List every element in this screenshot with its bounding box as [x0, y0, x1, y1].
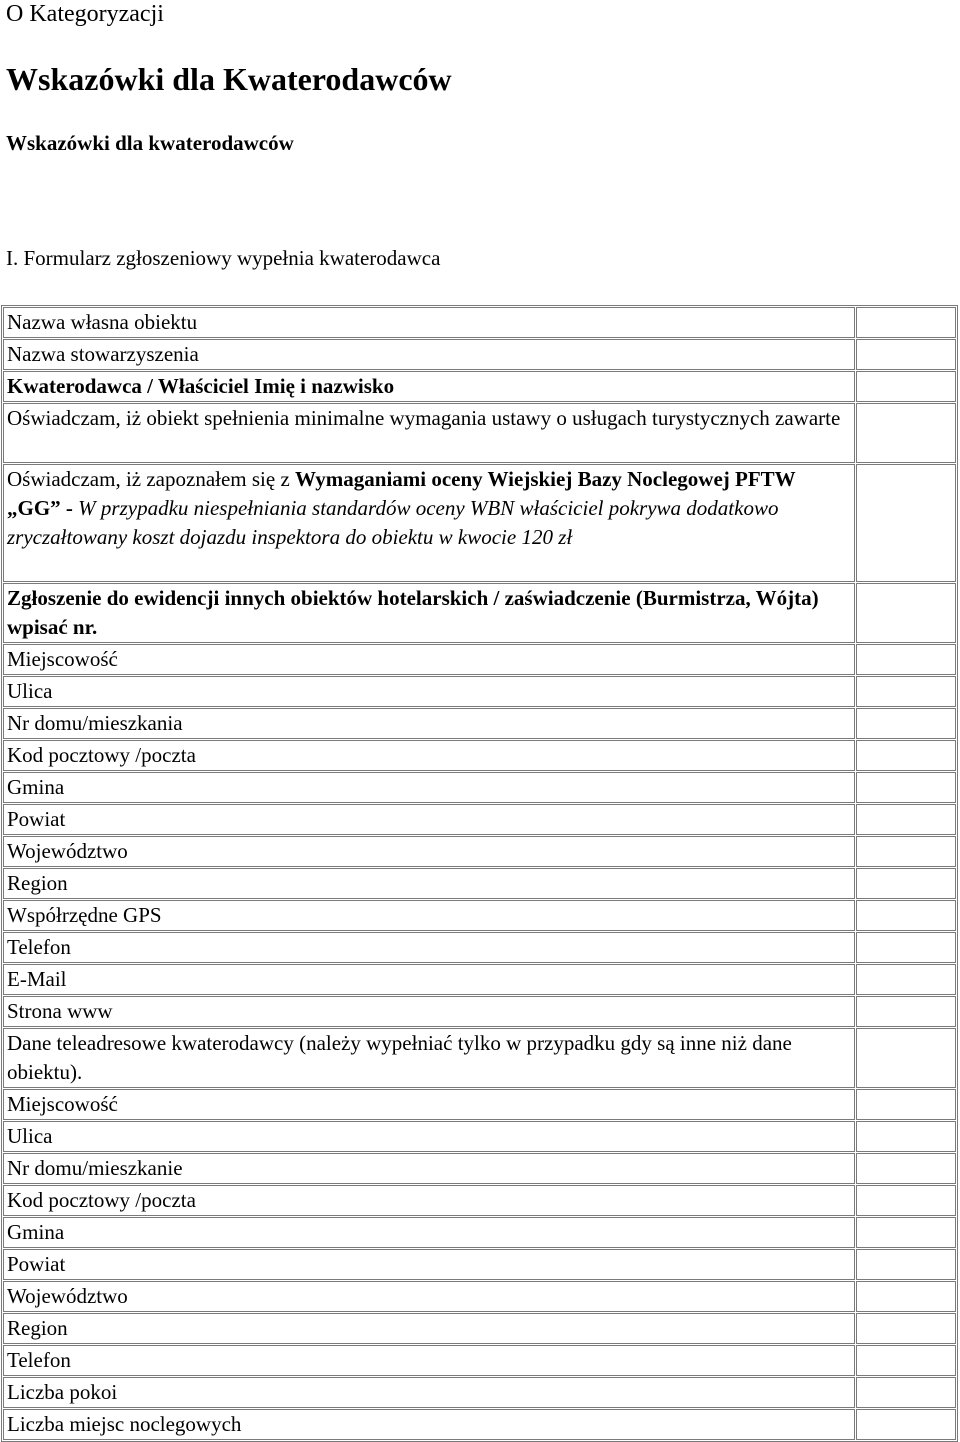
row-label-owner-street: Ulica [3, 1121, 855, 1152]
row-label-owner-phone: Telefon [3, 1345, 855, 1376]
row-label-declaration-minimum: Oświadczam, iż obiekt spełnienia minimalne wymagania ustawy o usługach turystycznych zawarte [3, 403, 855, 463]
city-field[interactable] [856, 644, 956, 675]
table-row [3, 464, 956, 582]
declaration-prefix: Oświadczam, iż zapoznałem się z [7, 467, 290, 491]
gps-field[interactable] [856, 900, 956, 931]
owner-contact-field[interactable] [856, 1028, 956, 1088]
section-title: O Kategoryzacji [6, 1, 164, 27]
row-label-city: Miejscowość [3, 644, 855, 675]
form-heading: I. Formularz zgłoszeniowy wypełnia kwaterodawca [6, 246, 441, 270]
table-row [3, 307, 956, 338]
row-label-house-number: Nr domu/mieszkania [3, 708, 855, 739]
row-label-gps: Współrzędne GPS [3, 900, 855, 931]
rooms-count-field[interactable] [856, 1377, 956, 1408]
owner-county-field[interactable] [856, 1249, 956, 1280]
table-row [3, 583, 956, 643]
table-row [3, 1153, 956, 1184]
table-row [3, 868, 956, 899]
row-label-phone: Telefon [3, 932, 855, 963]
row-label-owner-commune: Gmina [3, 1217, 855, 1248]
row-label-rooms-count: Liczba pokoi [3, 1377, 855, 1408]
property-name-field[interactable] [856, 307, 956, 338]
row-label-owner-region: Region [3, 1313, 855, 1344]
declaration-bold: Wymaganiami oceny Wiejskiej Bazy Noclegowej PFTW „GG” - [7, 467, 796, 520]
postal-code-field[interactable] [856, 740, 956, 771]
website-field[interactable] [856, 996, 956, 1027]
row-label-property-name: Nazwa własna obiektu [3, 307, 855, 338]
table-row [3, 1345, 956, 1376]
owner-house-number-field[interactable] [856, 1153, 956, 1184]
declaration-minimum-field[interactable] [856, 403, 956, 463]
beds-count-field[interactable] [856, 1409, 956, 1440]
table-row [3, 708, 956, 739]
table-row [3, 1377, 956, 1408]
table-row [3, 740, 956, 771]
row-label-voivodeship: Województwo [3, 836, 855, 867]
table-row [3, 403, 956, 463]
table-row [3, 1249, 956, 1280]
row-label-postal-code: Kod pocztowy /poczta [3, 740, 855, 771]
table-row [3, 371, 956, 402]
table-row [3, 932, 956, 963]
row-label-owner-contact: Dane teleadresowe kwaterodawcy (należy wypełniać tylko w przypadku gdy są inne niż dane obiektu). [3, 1028, 855, 1088]
table-row [3, 339, 956, 370]
table-row [3, 804, 956, 835]
table-row [3, 1313, 956, 1344]
owner-phone-field[interactable] [856, 1345, 956, 1376]
table-row [3, 964, 956, 995]
row-label-association: Nazwa stowarzyszenia [3, 339, 855, 370]
row-label-declaration-requirements [3, 464, 855, 582]
row-label-email: E-Mail [3, 964, 855, 995]
table-row [3, 772, 956, 803]
county-field[interactable] [856, 804, 956, 835]
row-label-registration-number: Zgłoszenie do ewidencji innych obiektów hotelarskich / zaświadczenie (Burmistrza, Wójta) wpisać nr. [3, 583, 855, 643]
street-field[interactable] [856, 676, 956, 707]
table-row [3, 1028, 956, 1088]
association-field[interactable] [856, 339, 956, 370]
table-row [3, 1281, 956, 1312]
row-label-owner: Kwaterodawca / Właściciel Imię i nazwisko [3, 371, 855, 402]
table-row [3, 900, 956, 931]
declaration-requirements-field[interactable] [856, 464, 956, 582]
subtitle: Wskazówki dla kwaterodawców [6, 131, 294, 155]
row-label-owner-voivodeship: Województwo [3, 1281, 855, 1312]
owner-region-field[interactable] [856, 1313, 956, 1344]
owner-postal-code-field[interactable] [856, 1185, 956, 1216]
table-row [3, 676, 956, 707]
row-label-owner-county: Powiat [3, 1249, 855, 1280]
declaration-italic: W przypadku niespełniania standardów oceny WBN właściciel pokrywa dodatkowo zryczałtowany koszt dojazdu inspektora do obiektu w kwocie 120 zł [7, 496, 779, 549]
row-label-owner-house-number: Nr domu/mieszkanie [3, 1153, 855, 1184]
commune-field[interactable] [856, 772, 956, 803]
row-label-website: Strona www [3, 996, 855, 1027]
table-row [3, 836, 956, 867]
owner-commune-field[interactable] [856, 1217, 956, 1248]
owner-street-field[interactable] [856, 1121, 956, 1152]
row-label-region: Region [3, 868, 855, 899]
owner-name-field[interactable] [856, 371, 956, 402]
table-row [3, 644, 956, 675]
table-row [3, 1121, 956, 1152]
table-row [3, 1217, 956, 1248]
voivodeship-field[interactable] [856, 836, 956, 867]
row-label-beds-count: Liczba miejsc noclegowych [3, 1409, 855, 1440]
phone-field[interactable] [856, 932, 956, 963]
table-row [3, 1185, 956, 1216]
house-number-field[interactable] [856, 708, 956, 739]
table-row [3, 996, 956, 1027]
row-label-street: Ulica [3, 676, 855, 707]
row-label-commune: Gmina [3, 772, 855, 803]
owner-city-field[interactable] [856, 1089, 956, 1120]
row-label-owner-city: Miejscowość [3, 1089, 855, 1120]
table-row [3, 1409, 956, 1440]
row-label-county: Powiat [3, 804, 855, 835]
table-row [3, 1089, 956, 1120]
registration-number-field[interactable] [856, 583, 956, 643]
registration-form-table [1, 305, 958, 1442]
owner-voivodeship-field[interactable] [856, 1281, 956, 1312]
region-field[interactable] [856, 868, 956, 899]
email-field[interactable] [856, 964, 956, 995]
page-title: Wskazówki dla Kwaterodawców [6, 61, 452, 97]
row-label-owner-postal-code: Kod pocztowy /poczta [3, 1185, 855, 1216]
